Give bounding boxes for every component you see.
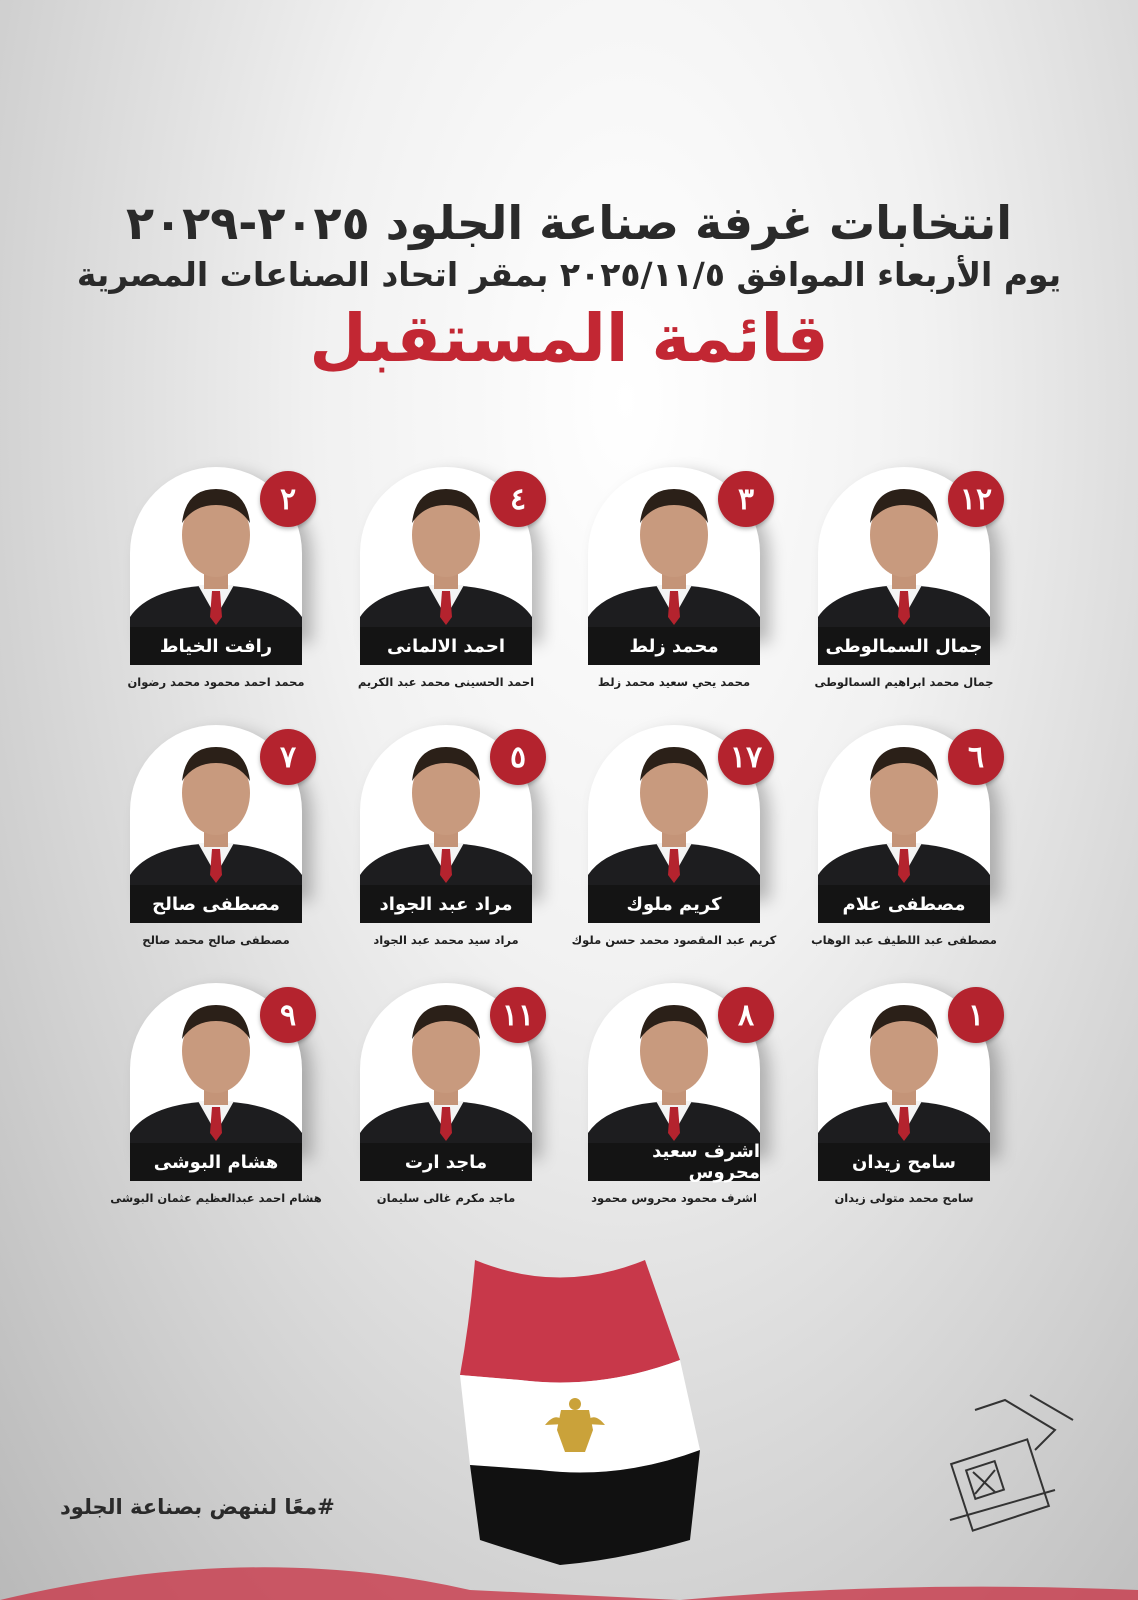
candidate-card bbox=[130, 725, 320, 965]
candidate-short-name: رافت الخياط bbox=[130, 627, 302, 665]
candidate-full-name: مصطفى صالح محمد صالح bbox=[142, 933, 290, 947]
candidate-card bbox=[814, 467, 1008, 707]
candidate-short-name: محمد زلط bbox=[588, 627, 760, 665]
candidate-number-badge: ٥ bbox=[490, 729, 546, 785]
candidate-number-badge: ٧ bbox=[260, 729, 316, 785]
candidate-number-badge: ٢ bbox=[260, 471, 316, 527]
candidate-short-name: مصطفى صالح bbox=[130, 885, 302, 923]
candidate-number-badge: ١١ bbox=[490, 987, 546, 1043]
candidate-number-badge: ٨ bbox=[718, 987, 774, 1043]
candidate-full-name: هشام احمد عبدالعظيم عثمان البوشى bbox=[110, 1191, 322, 1205]
candidate-full-name: مراد سيد محمد عبد الجواد bbox=[373, 933, 519, 947]
candidate-short-name: كريم ملوك bbox=[588, 885, 760, 923]
candidate-card bbox=[588, 467, 778, 707]
candidate-card bbox=[127, 467, 320, 707]
candidate-full-name: مصطفى عبد اللطيف عبد الوهاب bbox=[811, 933, 997, 947]
election-date-venue: يوم الأربعاء الموافق ٢٠٢٥/١١/٥ بمقر اتحاد الصناعات المصرية bbox=[76, 255, 1062, 294]
candidate-short-name: ماجد ارت bbox=[360, 1143, 532, 1181]
candidate-full-name: محمد احمد محمود محمد رضوان bbox=[127, 675, 305, 689]
candidate-full-name: احمد الحسينى محمد عبد الكريم bbox=[357, 675, 535, 689]
candidate-short-name: احمد الالمانى bbox=[360, 627, 532, 665]
candidate-card bbox=[360, 983, 550, 1223]
candidate-number-badge: ٤ bbox=[490, 471, 546, 527]
candidate-full-name: محمد يحي سعيد محمد زلط bbox=[597, 675, 751, 689]
candidate-card bbox=[588, 983, 778, 1223]
candidate-short-name: جمال السمالوطى bbox=[818, 627, 990, 665]
candidate-full-name: جمال محمد ابراهيم السمالوطى bbox=[814, 675, 994, 689]
candidate-number-badge: ١٢ bbox=[948, 471, 1004, 527]
candidate-short-name: سامح زيدان bbox=[818, 1143, 990, 1181]
candidate-number-badge: ١ bbox=[948, 987, 1004, 1043]
candidate-full-name: ماجد مكرم غالى سليمان bbox=[376, 1191, 516, 1205]
candidate-short-name: هشام البوشى bbox=[130, 1143, 302, 1181]
candidate-card bbox=[110, 983, 322, 1223]
candidate-card bbox=[818, 983, 1008, 1223]
candidate-full-name: سامح محمد متولى زيدان bbox=[834, 1191, 974, 1205]
campaign-hashtag: #معًا لننهض بصناعة الجلود bbox=[60, 1495, 335, 1519]
candidate-short-name: مراد عبد الجواد bbox=[360, 885, 532, 923]
ballot-box-icon bbox=[935, 1390, 1075, 1540]
list-name: قائمة المستقبل bbox=[309, 300, 829, 377]
candidate-card bbox=[571, 725, 778, 965]
candidate-card bbox=[360, 725, 550, 965]
candidate-card bbox=[357, 467, 550, 707]
candidate-short-name: اشرف سعيد محروس bbox=[588, 1143, 760, 1181]
candidate-card bbox=[811, 725, 1008, 965]
candidate-full-name: اشرف محمود محروس محمود bbox=[591, 1191, 757, 1205]
candidate-number-badge: ٦ bbox=[948, 729, 1004, 785]
candidate-short-name: مصطفى علام bbox=[818, 885, 990, 923]
candidate-full-name: كريم عبد المقصود محمد حسن ملوك bbox=[571, 933, 777, 947]
candidate-number-badge: ٩ bbox=[260, 987, 316, 1043]
election-title: انتخابات غرفة صناعة الجلود ٢٠٢٥-٢٠٢٩ bbox=[125, 196, 1013, 250]
candidate-number-badge: ٣ bbox=[718, 471, 774, 527]
poster-header bbox=[0, 195, 1138, 379]
candidate-number-badge: ١٧ bbox=[718, 729, 774, 785]
